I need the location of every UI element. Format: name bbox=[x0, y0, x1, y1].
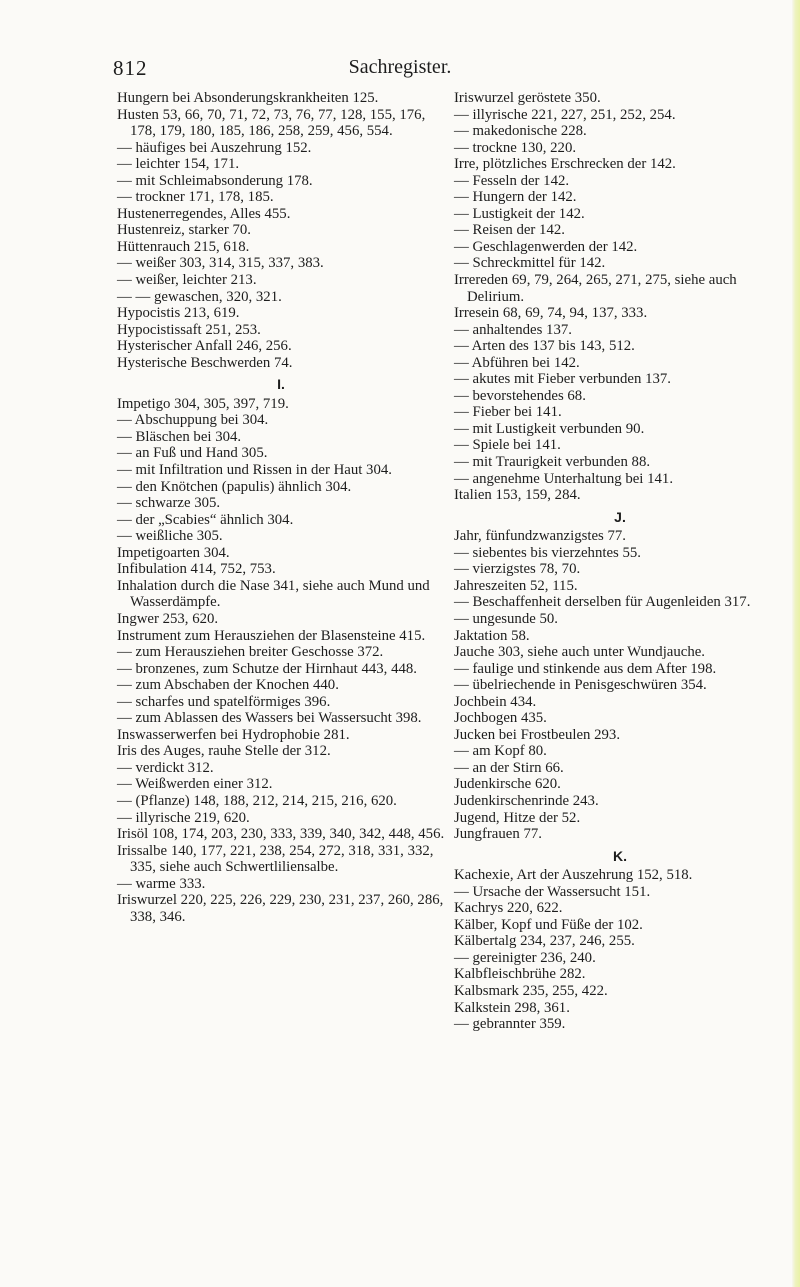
page-number: 812 bbox=[113, 56, 148, 80]
index-entry: Hüttenrauch 215, 618. bbox=[117, 238, 250, 255]
index-entry: — ungesunde 50. bbox=[454, 610, 558, 627]
index-entry: — leichter 154, 171. bbox=[117, 156, 240, 173]
index-entry: — übelriechende in Penisgeschwüren 354. bbox=[454, 677, 707, 694]
index-entry: — warme 333. bbox=[117, 875, 206, 892]
index-entry: Judenkirsche 620. bbox=[454, 776, 561, 793]
index-entry: — zum Abschaben der Knochen 440. bbox=[117, 677, 339, 694]
index-entry: — vierzigstes 78, 70. bbox=[454, 561, 581, 578]
index-entry: Irre, plötzliches Erschrecken der 142. bbox=[454, 156, 676, 173]
index-entry: Jahreszeiten 52, 115. bbox=[454, 577, 578, 594]
index-entry: Hysterischer Anfall 246, 256. bbox=[117, 338, 292, 355]
index-entry: Infibulation 414, 752, 753. bbox=[117, 561, 276, 578]
index-entry: Jauche 303, siehe auch unter Wundjauche. bbox=[454, 644, 705, 661]
index-entry: Kalkstein 298, 361. bbox=[454, 999, 570, 1016]
index-entry: Inhalation durch die Nase 341, siehe auch Mund und Wasserdämpfe. bbox=[117, 577, 430, 611]
index-entry: Inswasserwerfen bei Hydrophobie 281. bbox=[117, 726, 350, 743]
index-entry: — Lustigkeit der 142. bbox=[454, 205, 585, 222]
index-entry: — Reisen der 142. bbox=[454, 222, 565, 239]
index-entry: Instrument zum Herausziehen der Blasensteine 415. bbox=[117, 627, 426, 644]
index-entry: Jucken bei Frostbeulen 293. bbox=[454, 726, 621, 743]
index-entry: — mit Lustigkeit verbunden 90. bbox=[454, 420, 645, 437]
index-entry: — Abschuppung bei 304. bbox=[117, 412, 269, 429]
index-entry: Irresein 68, 69, 74, 94, 137, 333. bbox=[454, 305, 648, 322]
index-column-left bbox=[117, 90, 445, 925]
index-entry: Jungfrauen 77. bbox=[454, 826, 542, 843]
index-entry: — Weißwerden einer 312. bbox=[117, 776, 273, 793]
index-entry: Husten 53, 66, 70, 71, 72, 73, 76, 77, 128, 155, 176, 178, 179, 180, 185, 186, 258, 259, 456, 554. bbox=[117, 106, 426, 140]
index-entry: Hungern bei Absonderungskrankheiten 125. bbox=[117, 90, 379, 106]
section-letter: I. bbox=[277, 376, 285, 393]
index-entry: Hypocistissaft 251, 253. bbox=[117, 321, 261, 338]
index-entry: — Geschlagenwerden der 142. bbox=[454, 238, 638, 255]
index-entry: — angenehme Unterhaltung bei 141. bbox=[454, 470, 674, 487]
index-entry: — (Pflanze) 148, 188, 212, 214, 215, 216, 620. bbox=[117, 792, 397, 809]
section-letter: K. bbox=[613, 847, 627, 864]
index-entry: — Beschaffenheit derselben für Augenleiden 317. bbox=[454, 594, 751, 611]
index-entry: — bevorstehendes 68. bbox=[454, 387, 586, 404]
index-entry: — makedonische 228. bbox=[454, 123, 587, 140]
index-entry: — weißer, leichter 213. bbox=[117, 272, 257, 289]
index-entry: — bronzenes, zum Schutze der Hirnhaut 443, 448. bbox=[117, 660, 417, 677]
running-title: Sachregister. bbox=[348, 56, 452, 78]
index-entry: Impetigoarten 304. bbox=[117, 544, 230, 561]
index-entry: — — gewaschen, 320, 321. bbox=[117, 288, 282, 305]
index-entry: Hustenreiz, starker 70. bbox=[117, 222, 251, 239]
index-entry: — der „Scabies“ ähnlich 304. bbox=[117, 511, 294, 528]
index-entry: Hustenerregendes, Alles 455. bbox=[117, 205, 291, 222]
index-entry: — Fesseln der 142. bbox=[454, 172, 570, 189]
index-entry: — faulige und stinkende aus dem After 198. bbox=[454, 660, 717, 677]
index-entry: Hysterische Beschwerden 74. bbox=[117, 354, 293, 371]
index-column-right bbox=[454, 90, 786, 1033]
index-entry: — scharfes und spatelförmiges 396. bbox=[117, 693, 331, 710]
section-letter: J. bbox=[614, 508, 626, 525]
index-entry: — weißer 303, 314, 315, 337, 383. bbox=[117, 255, 324, 272]
index-entry: Irrereden 69, 79, 264, 265, 271, 275, siehe auch Delirium. bbox=[454, 272, 737, 305]
index-entry: Kälber, Kopf und Füße der 102. bbox=[454, 916, 643, 933]
index-entry: — Fieber bei 141. bbox=[454, 404, 562, 421]
index-entry: — schwarze 305. bbox=[117, 495, 221, 512]
index-entry: Jochbein 434. bbox=[454, 693, 537, 710]
index-entry: — an der Stirn 66. bbox=[454, 759, 564, 776]
index-entry: Impetigo 304, 305, 397, 719. bbox=[117, 395, 289, 412]
index-entry: Italien 153, 159, 284. bbox=[454, 487, 581, 504]
index-entry: Iris des Auges, rauhe Stelle der 312. bbox=[117, 743, 331, 760]
index-entry: Kalbsmark 235, 255, 422. bbox=[454, 982, 608, 999]
index-entry: Irisöl 108, 174, 203, 230, 333, 339, 340, 342, 448, 456. bbox=[117, 826, 445, 843]
index-entry: Jugend, Hitze der 52. bbox=[454, 809, 581, 826]
index-entry: Kachexie, Art der Auszehrung 152, 518. bbox=[454, 867, 693, 884]
index-entry: Jaktation 58. bbox=[454, 627, 530, 644]
index-entry: Ingwer 253, 620. bbox=[117, 610, 219, 627]
index-entry: — Ursache der Wassersucht 151. bbox=[454, 883, 651, 900]
index-entry: — zum Herausziehen breiter Geschosse 372. bbox=[117, 644, 384, 661]
index-entry: — mit Infiltration und Rissen in der Haut 304. bbox=[117, 462, 392, 479]
index-entry: — zum Ablassen des Wassers bei Wassersucht 398. bbox=[117, 710, 422, 727]
index-entry: — Schreckmittel für 142. bbox=[454, 255, 606, 272]
index-entry: — gereinigter 236, 240. bbox=[454, 949, 596, 966]
index-entry: — Bläschen bei 304. bbox=[117, 428, 242, 445]
index-entry: — gebrannter 359. bbox=[454, 1016, 566, 1033]
index-entry: Jahr, fünfundzwanzigstes 77. bbox=[454, 528, 626, 545]
index-entry: — mit Traurigkeit verbunden 88. bbox=[454, 454, 651, 471]
index-entry: — am Kopf 80. bbox=[454, 743, 547, 760]
index-entry: Hypocistis 213, 619. bbox=[117, 305, 240, 322]
index-entry: — illyrische 221, 227, 251, 252, 254. bbox=[454, 106, 676, 123]
index-entry: — Spiele bei 141. bbox=[454, 437, 561, 454]
index-entry: Jochbogen 435. bbox=[454, 710, 547, 727]
index-entry: — trockner 171, 178, 185. bbox=[117, 189, 274, 206]
index-entry: — akutes mit Fieber verbunden 137. bbox=[454, 371, 671, 388]
index-entry: Iriswurzel geröstete 350. bbox=[454, 90, 601, 106]
index-entry: — an Fuß und Hand 305. bbox=[117, 445, 268, 462]
index-entry: — Abführen bei 142. bbox=[454, 354, 580, 371]
index-entry: — verdickt 312. bbox=[117, 759, 214, 776]
index-entry: — siebentes bis vierzehntes 55. bbox=[454, 544, 641, 561]
index-entry: — trockne 130, 220. bbox=[454, 139, 577, 156]
index-entry: — Hungern der 142. bbox=[454, 189, 577, 206]
index-entry: — den Knötchen (papulis) ähnlich 304. bbox=[117, 478, 352, 495]
index-entry: Judenkirschenrinde 243. bbox=[454, 792, 599, 809]
index-entry: — illyrische 219, 620. bbox=[117, 809, 250, 826]
index-entry: Irissalbe 140, 177, 221, 238, 254, 272, 318, 331, 332, 335, siehe auch Schwertliliensalbe. bbox=[117, 842, 434, 876]
index-entry: Kachrys 220, 622. bbox=[454, 900, 563, 917]
index-entry: Kälbertalg 234, 237, 246, 255. bbox=[454, 933, 635, 950]
index-entry: — anhaltendes 137. bbox=[454, 321, 572, 338]
index-entry: Kalbfleischbrühe 282. bbox=[454, 966, 586, 983]
index-entry: — mit Schleimabsonderung 178. bbox=[117, 172, 313, 189]
page-edge bbox=[792, 0, 800, 1287]
index-entry: — weißliche 305. bbox=[117, 528, 223, 545]
index-entry: — Arten des 137 bis 143, 512. bbox=[454, 338, 635, 355]
index-entry: Iriswurzel 220, 225, 226, 229, 230, 231, 237, 260, 286, 338, 346. bbox=[117, 892, 444, 925]
page-header bbox=[0, 56, 800, 80]
index-entry: — häufiges bei Auszehrung 152. bbox=[117, 139, 312, 156]
